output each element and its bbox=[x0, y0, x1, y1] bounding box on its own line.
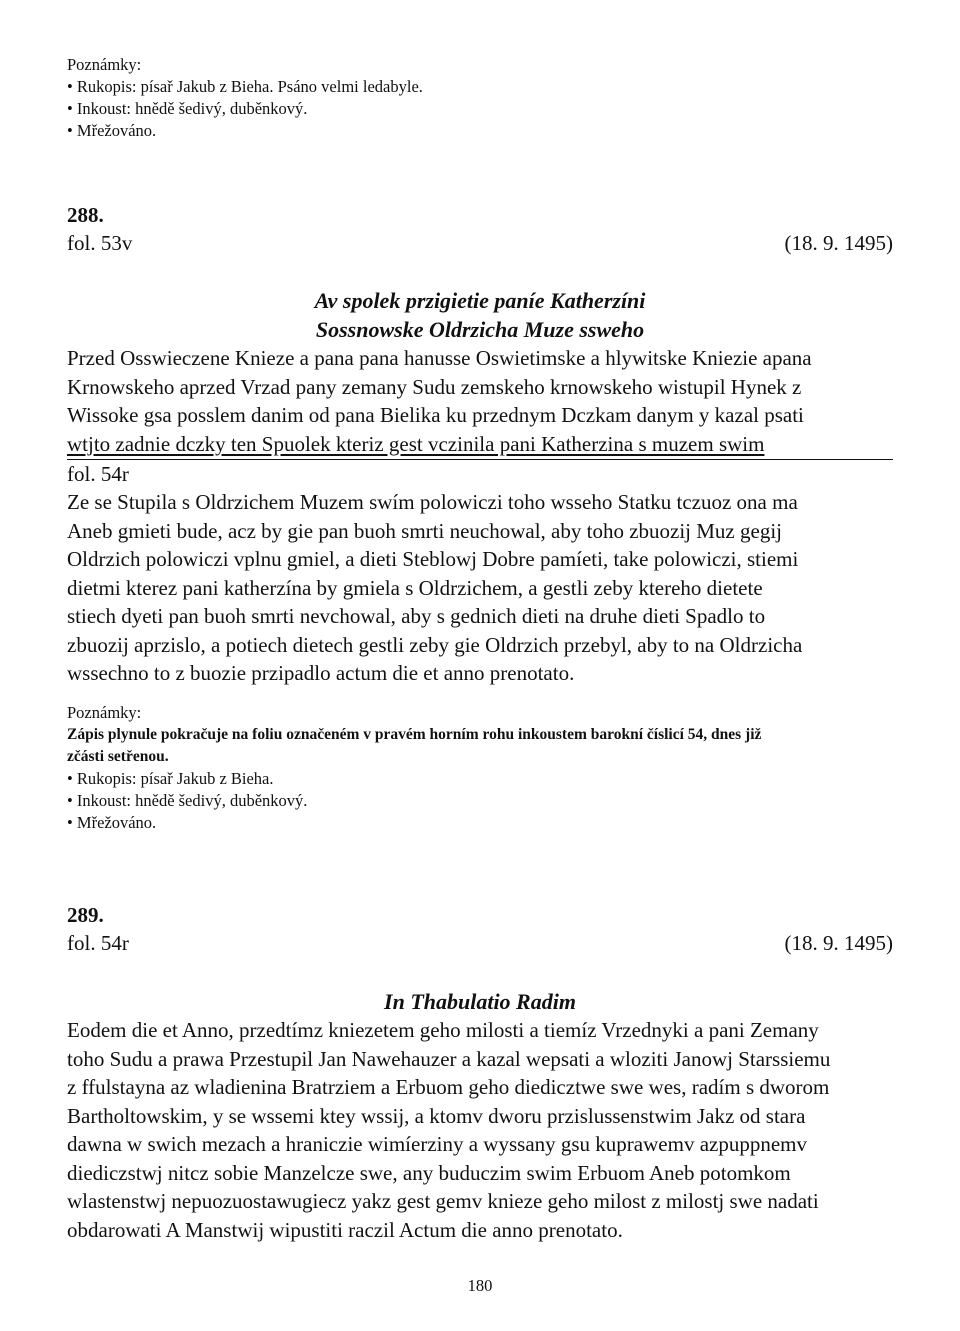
text-line: Ze se Stupila s Oldrzichem Muzem swím polowiczi toho wsseho Statku tczuoz ona ma bbox=[67, 490, 798, 514]
entry-text bbox=[67, 1016, 893, 1244]
note-item: • Inkoust: hnědě šedivý, duběnkový. bbox=[67, 98, 893, 120]
entry-title bbox=[67, 987, 893, 1016]
text-line: dietmi kterez pani katherzína by gmiela s Oldrzichem, a gestli zeby ktereho dietete bbox=[67, 575, 763, 600]
note-paragraph: Zápis plynule pokračuje na foliu označeném v pravém horním rohu inkoustem barokní číslicí 54, dnes již bbox=[67, 726, 762, 743]
entry-title bbox=[67, 286, 893, 344]
note-item: • Rukopis: písař Jakub z Bieha. bbox=[67, 768, 893, 790]
text-line: z ffulstayna az wladienina Bratrziem a Erbuom geho diedicztwe swe wes, radím s dworom bbox=[67, 1075, 830, 1099]
text-line: Wissoke gsa posslem danim od pana Bielika ku przednym Dczkam danym y kazal psati bbox=[67, 403, 804, 427]
note-paragraph: zčásti setřenou. bbox=[67, 748, 169, 765]
entry-289 bbox=[67, 902, 893, 958]
entry-number: 288. bbox=[67, 203, 104, 227]
text-line: obdarowati A Manstwij wipustiti raczil Actum die anno prenotato. bbox=[67, 1217, 623, 1242]
text-line: Przed Osswieczene Knieze a pana pana hanusse Oswietimske a hlywitske Kniezie apana bbox=[67, 346, 812, 370]
entry-date: (18. 9. 1495) bbox=[784, 931, 893, 955]
page-number: 180 bbox=[467, 1276, 493, 1295]
entry-text-continued bbox=[67, 488, 893, 688]
folio-date-line bbox=[67, 928, 893, 958]
text-line: Bartholtowskim, y se wssemi ktey wssij, a ktomv dworu przislussenstwim Jakz od stara bbox=[67, 1103, 806, 1128]
entry-date: (18. 9. 1495) bbox=[784, 231, 893, 255]
text-line-underlined: wtjto zadnie dczky ten Spuolek kteriz gest vczinila pani Katherzina s muzem swim bbox=[67, 431, 765, 456]
entry-number: 289. bbox=[67, 903, 104, 927]
text-line: Eodem die et Anno, przedtímz kniezetem geho milosti a tiemíz Vrzednyki a pani Zemany bbox=[67, 1018, 819, 1042]
text-line: toho Sudu a prawa Przestupil Jan Nawehauzer a kazal wepsati a wloziti Janowj Starssiemu bbox=[67, 1046, 831, 1071]
entry-title-line: Sossnowske Oldrzicha Muze ssweho bbox=[315, 317, 645, 342]
folio-date-line bbox=[67, 228, 893, 258]
folio-break bbox=[67, 459, 893, 488]
entry-title-line: Av spolek przigietie paníe Katherzíni bbox=[314, 288, 646, 313]
notes-top bbox=[67, 54, 893, 142]
document-page bbox=[67, 0, 893, 1331]
note-item: • Mřežováno. bbox=[67, 120, 893, 142]
note-item: • Inkoust: hnědě šedivý, duběnkový. bbox=[67, 790, 893, 812]
text-line: stiech dyeti pan buoh smrti nevchowal, aby s gednich dieti na druhe dieti Spadlo to bbox=[67, 604, 766, 628]
folio-reference: fol. 54r bbox=[67, 931, 129, 955]
notes-heading: Poznámky: bbox=[67, 55, 142, 74]
note-item: • Mřežováno. bbox=[67, 812, 893, 834]
text-line: diediczstwj nitcz sobie Manzelcze swe, any buduczim swim Erbuom Aneb potomkom bbox=[67, 1160, 791, 1185]
text-line: wssechno to z buozie przipadlo actum die et anno prenotato. bbox=[67, 661, 575, 685]
notes-entry-288 bbox=[67, 702, 893, 834]
notes-heading: Poznámky: bbox=[67, 703, 142, 722]
text-line: dawna w swich mezach a hraniczie wimíerziny a wyssany gsu kuprawemv azpuppnemv bbox=[67, 1132, 807, 1156]
entry-288 bbox=[67, 202, 893, 258]
entry-title-line: In Thabulatio Radim bbox=[384, 989, 576, 1014]
entry-text bbox=[67, 344, 893, 458]
folio-reference: fol. 53v bbox=[67, 231, 133, 255]
text-line: zbuozij aprzislo, a potiech dietech gestli zeby gie Oldrzich przebyl, aby to na Oldrzicha bbox=[67, 632, 803, 657]
text-line: Krnowskeho aprzed Vrzad pany zemany Sudu zemskeho krnowskeho wistupil Hynek z bbox=[67, 374, 802, 399]
text-line: wlastenstwj nepuozuostawugiecz yakz gest gemv knieze geho milost z milostj swe nadati bbox=[67, 1189, 819, 1213]
text-line: Oldrzich polowiczi vplnu gmiel, a dieti Steblowj Dobre pamíeti, take polowiczi, stiemi bbox=[67, 547, 799, 571]
text-line: Aneb gmieti bude, acz by gie pan buoh smrti neuchowal, aby toho zbuozij Muz gegij bbox=[67, 518, 782, 543]
folio-break-label: fol. 54r bbox=[67, 459, 893, 488]
note-item: • Rukopis: písař Jakub z Bieha. Psáno velmi ledabyle. bbox=[67, 76, 893, 98]
